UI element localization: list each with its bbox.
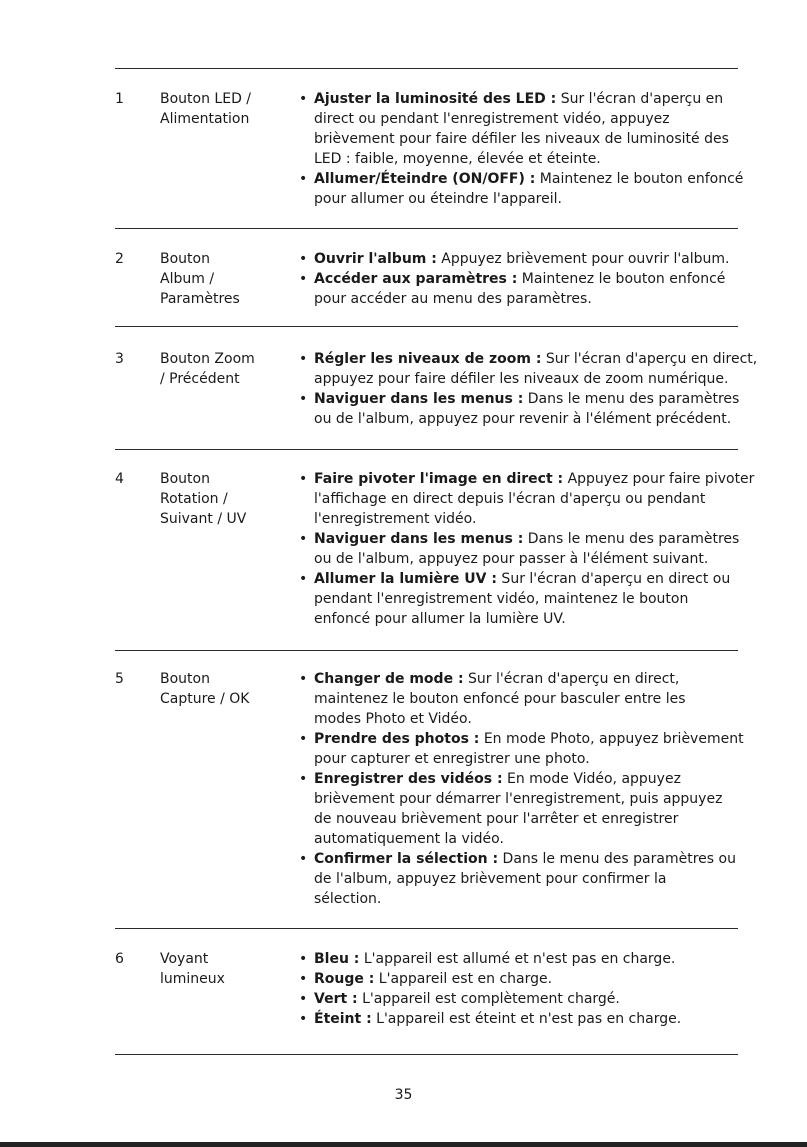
- description-text: pour capturer et enregistrer une photo.: [314, 751, 590, 767]
- row-number: 5: [115, 671, 124, 687]
- description-text: En mode Photo, appuyez brièvement: [479, 731, 744, 747]
- description-line: [314, 489, 743, 509]
- function-list: [298, 669, 743, 909]
- component-name-line: Capture / OK: [160, 691, 250, 707]
- description-text: brièvement pour démarrer l'enregistrement, puis appuyez: [314, 791, 723, 807]
- description-line: [314, 189, 743, 209]
- function-list: [298, 469, 755, 629]
- row-divider: [115, 449, 738, 450]
- description-line: [314, 789, 743, 809]
- description-text: Appuyez brièvement pour ouvrir l'album.: [436, 251, 730, 267]
- description-text: modes Photo et Vidéo.: [314, 711, 472, 727]
- list-item: [298, 89, 743, 169]
- description-line: [314, 829, 743, 849]
- row-divider: [115, 928, 738, 929]
- description-line: [314, 149, 743, 169]
- function-title: Accéder aux paramètres :: [314, 271, 518, 287]
- component-name-line: / Précédent: [160, 371, 240, 387]
- function-title: Bleu :: [314, 951, 360, 967]
- description-text: enfoncé pour allumer la lumière UV.: [314, 611, 566, 627]
- component-name: [160, 349, 278, 389]
- description-text: de l'album, appuyez brièvement pour confirmer la: [314, 871, 667, 887]
- description-text: L'appareil est en charge.: [374, 971, 553, 987]
- function-title: Naviguer dans les menus :: [314, 531, 524, 547]
- row-divider: [115, 326, 738, 327]
- description-text: L'appareil est complètement chargé.: [357, 991, 620, 1007]
- description-line: [314, 569, 743, 589]
- component-name: [160, 249, 278, 309]
- description-line: [314, 729, 743, 749]
- description-line: [314, 749, 743, 769]
- component-name-line: Bouton: [160, 471, 210, 487]
- description-line: [314, 869, 743, 889]
- description-line: [314, 589, 743, 609]
- component-name: [160, 89, 278, 129]
- description-text: direct ou pendant l'enregistrement vidéo, appuyez: [314, 111, 670, 127]
- bottom-edge-bar: [0, 1142, 807, 1147]
- description-line: [314, 1009, 743, 1029]
- function-title: Prendre des photos :: [314, 731, 480, 747]
- component-name: [160, 669, 278, 709]
- list-item: [298, 989, 743, 1009]
- list-item: [298, 969, 743, 989]
- list-item: [298, 269, 743, 309]
- row-number: 4: [115, 471, 124, 487]
- description-line: [314, 169, 743, 189]
- function-title: Naviguer dans les menus :: [314, 391, 524, 407]
- function-title: Confirmer la sélection :: [314, 851, 499, 867]
- function-list: [298, 349, 758, 429]
- description-text: L'appareil est éteint et n'est pas en charge.: [371, 1011, 682, 1027]
- list-item: [298, 569, 743, 629]
- function-list: [298, 89, 743, 209]
- description-line: [314, 709, 743, 729]
- description-line: [314, 889, 743, 909]
- description-text: Dans le menu des paramètres: [523, 531, 740, 547]
- function-title: Enregistrer des vidéos :: [314, 771, 503, 787]
- row-divider: [115, 228, 738, 229]
- row-number: 6: [115, 951, 124, 967]
- component-name-line: lumineux: [160, 971, 225, 987]
- description-text: pour allumer ou éteindre l'appareil.: [314, 191, 562, 207]
- description-line: [314, 989, 743, 1009]
- description-text: appuyez pour faire défiler les niveaux de zoom numérique.: [314, 371, 729, 387]
- row-number: 2: [115, 251, 124, 267]
- description-line: [314, 949, 743, 969]
- table-top-rule: [115, 68, 738, 69]
- description-line: [314, 89, 743, 109]
- function-title: Faire pivoter l'image en direct :: [314, 471, 564, 487]
- function-title: Vert :: [314, 991, 358, 1007]
- page-number: 35: [394, 1087, 413, 1103]
- list-item: [298, 729, 743, 769]
- function-title: Rouge :: [314, 971, 375, 987]
- description-text: Dans le menu des paramètres ou: [498, 851, 736, 867]
- description-text: ou de l'album, appuyez pour passer à l'élément suivant.: [314, 551, 709, 567]
- description-text: automatiquement la vidéo.: [314, 831, 504, 847]
- function-title: Éteint :: [314, 1011, 372, 1027]
- list-item: [298, 669, 743, 729]
- description-line: [314, 969, 743, 989]
- list-item: [298, 949, 743, 969]
- function-title: Ajuster la luminosité des LED :: [314, 91, 557, 107]
- description-line: [314, 389, 743, 409]
- description-line: [314, 689, 743, 709]
- component-name-line: Rotation /: [160, 491, 228, 507]
- description-text: Dans le menu des paramètres: [523, 391, 740, 407]
- list-item: [298, 389, 743, 429]
- description-text: Appuyez pour faire pivoter: [563, 471, 755, 487]
- description-text: Sur l'écran d'aperçu en direct,: [463, 671, 680, 687]
- description-line: [314, 669, 743, 689]
- description-line: [314, 249, 743, 269]
- component-name-line: Paramètres: [160, 291, 240, 307]
- function-title: Allumer/Éteindre (ON/OFF) :: [314, 171, 536, 187]
- function-title: Allumer la lumière UV :: [314, 571, 497, 587]
- description-text: Maintenez le bouton enfoncé: [535, 171, 744, 187]
- description-line: [314, 109, 743, 129]
- function-list: [298, 249, 743, 309]
- function-title: Changer de mode :: [314, 671, 464, 687]
- description-text: Sur l'écran d'aperçu en: [556, 91, 724, 107]
- row-divider: [115, 650, 738, 651]
- row-number: 3: [115, 351, 124, 367]
- component-name-line: Alimentation: [160, 111, 250, 127]
- description-line: [314, 609, 743, 629]
- component-name-line: Bouton Zoom: [160, 351, 255, 367]
- description-text: pour accéder au menu des paramètres.: [314, 291, 592, 307]
- component-name-line: Voyant: [160, 951, 209, 967]
- description-line: [314, 289, 743, 309]
- description-text: En mode Vidéo, appuyez: [502, 771, 681, 787]
- list-item: [298, 849, 743, 909]
- description-text: ou de l'album, appuyez pour revenir à l'élément précédent.: [314, 411, 732, 427]
- list-item: [298, 529, 743, 569]
- list-item: [298, 169, 743, 209]
- description-line: [314, 769, 743, 789]
- description-text: sélection.: [314, 891, 382, 907]
- description-text: L'appareil est allumé et n'est pas en charge.: [359, 951, 676, 967]
- description-line: [314, 269, 743, 289]
- list-item: [298, 1009, 743, 1029]
- description-line: [314, 369, 743, 389]
- row-number: 1: [115, 91, 124, 107]
- description-line: [314, 529, 743, 549]
- description-line: [314, 849, 743, 869]
- description-line: [314, 129, 743, 149]
- description-text: l'affichage en direct depuis l'écran d'aperçu ou pendant: [314, 491, 706, 507]
- description-text: LED : faible, moyenne, élevée et éteinte.: [314, 151, 601, 167]
- description-text: de nouveau brièvement pour l'arrêter et enregistrer: [314, 811, 679, 827]
- list-item: [298, 469, 755, 529]
- component-name: [160, 949, 278, 989]
- function-title: Régler les niveaux de zoom :: [314, 351, 542, 367]
- description-text: pendant l'enregistrement vidéo, maintenez le bouton: [314, 591, 689, 607]
- description-line: [314, 509, 743, 529]
- description-text: maintenez le bouton enfoncé pour basculer entre les: [314, 691, 686, 707]
- description-text: brièvement pour faire défiler les niveaux de luminosité des: [314, 131, 729, 147]
- description-text: Sur l'écran d'aperçu en direct,: [541, 351, 758, 367]
- description-line: [314, 549, 743, 569]
- list-item: [298, 349, 758, 389]
- component-name-line: Bouton: [160, 251, 210, 267]
- list-item: [298, 769, 743, 849]
- description-line: [314, 809, 743, 829]
- description-text: l'enregistrement vidéo.: [314, 511, 477, 527]
- description-line: [314, 469, 755, 489]
- description-text: Maintenez le bouton enfoncé: [517, 271, 726, 287]
- component-name-line: Album /: [160, 271, 215, 287]
- function-list: [298, 949, 743, 1029]
- description-text: Sur l'écran d'aperçu en direct ou: [496, 571, 731, 587]
- component-name-line: Suivant / UV: [160, 511, 247, 527]
- component-name-line: Bouton: [160, 671, 210, 687]
- description-line: [314, 349, 758, 369]
- table-bottom-rule: [115, 1054, 738, 1055]
- description-line: [314, 409, 743, 429]
- component-name-line: Bouton LED /: [160, 91, 252, 107]
- component-name: [160, 469, 278, 529]
- function-title: Ouvrir l'album :: [314, 251, 437, 267]
- list-item: [298, 249, 743, 269]
